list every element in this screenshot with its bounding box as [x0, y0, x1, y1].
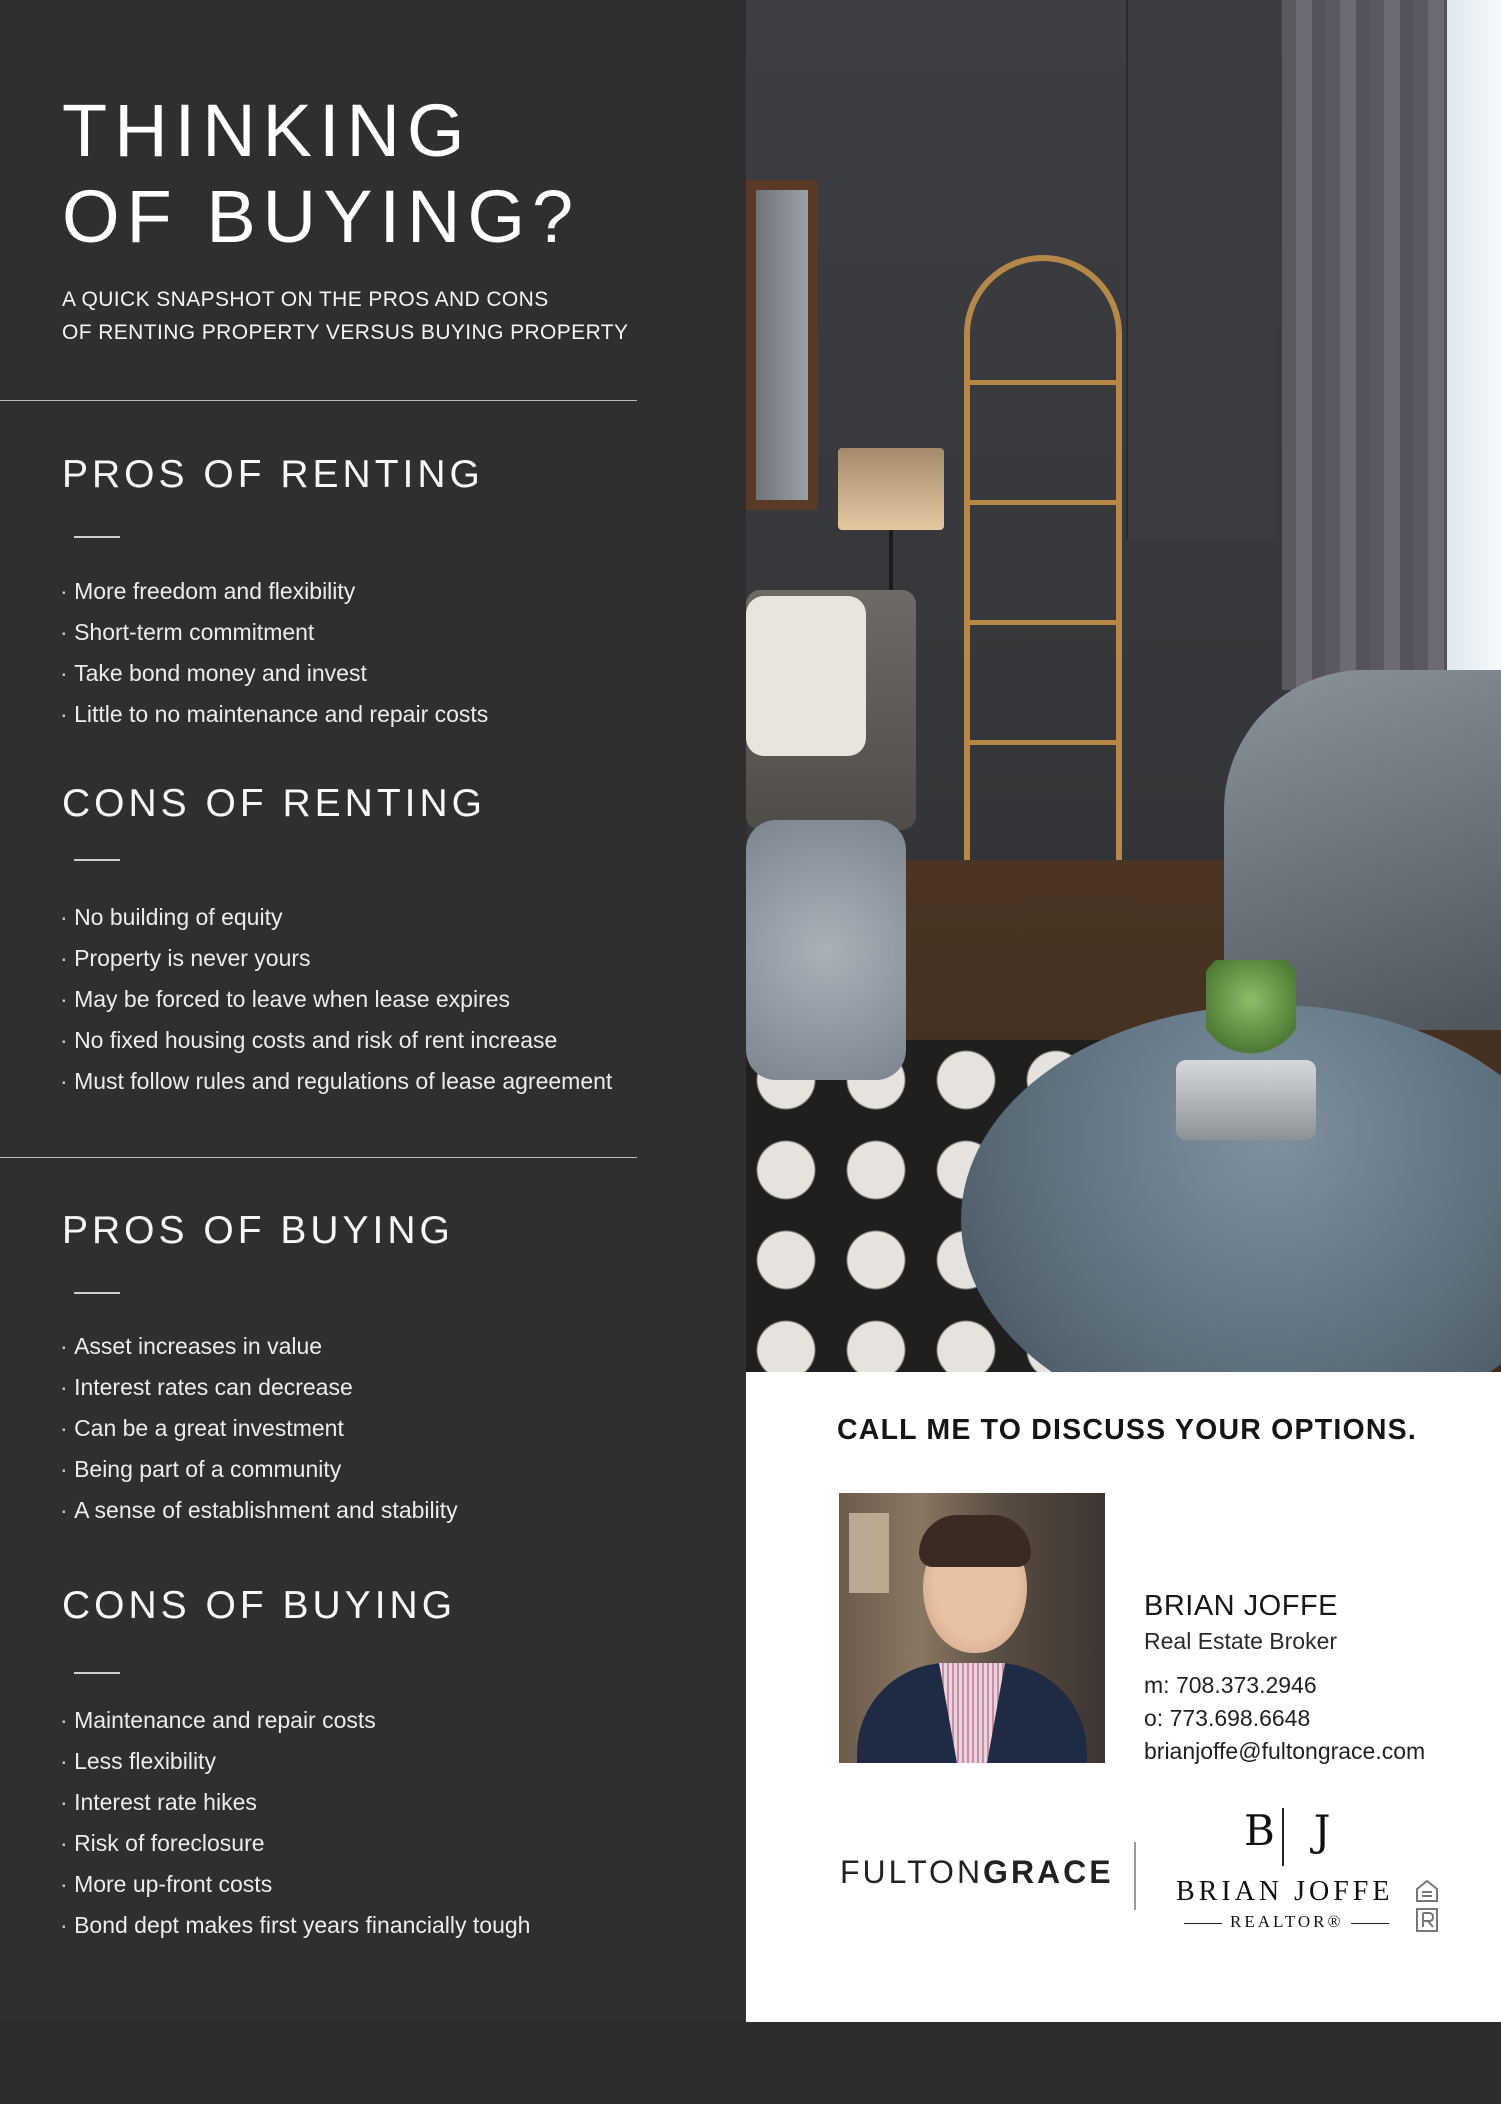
list-item: · Bond dept makes first years financially tough: [60, 1905, 530, 1946]
cons-buying-list: [60, 1700, 530, 1946]
pros-buying-dash: [74, 1292, 120, 1294]
list-item: · Little to no maintenance and repair costs: [60, 694, 488, 735]
bj-monogram: [1244, 1806, 1334, 1855]
fulton-grace-logo: [840, 1854, 1114, 1891]
agent-office[interactable]: o: 773.698.6648: [1144, 1705, 1311, 1731]
list-item: · Interest rate hikes: [60, 1782, 530, 1823]
list-item: · May be forced to leave when lease expires: [60, 979, 612, 1020]
cons-renting-dash: [74, 859, 120, 861]
cons-buying-dash: [74, 1672, 120, 1674]
pros-buying-title: PROS OF BUYING: [62, 1209, 454, 1252]
pros-buying-list: [60, 1326, 458, 1531]
plant: [1206, 960, 1296, 1060]
pros-renting-list: [60, 571, 488, 735]
page-subtitle: [62, 283, 702, 349]
list-item: · A sense of establishment and stability: [60, 1490, 458, 1531]
pillow: [746, 596, 866, 756]
divider-middle: [0, 1157, 637, 1158]
pros-renting-title: PROS OF RENTING: [62, 453, 484, 496]
list-item: · Short-term commitment: [60, 612, 488, 653]
window: [1447, 0, 1501, 700]
list-item: · Risk of foreclosure: [60, 1823, 530, 1864]
agent-name: BRIAN JOFFE: [1144, 1590, 1339, 1622]
call-to-action: CALL ME TO DISCUSS YOUR OPTIONS.: [837, 1414, 1417, 1446]
list-item: · No fixed housing costs and risk of rent increase: [60, 1020, 612, 1061]
cons-renting-title: CONS OF RENTING: [62, 782, 487, 825]
logo-divider: [1134, 1842, 1136, 1910]
agent-role: Real Estate Broker: [1144, 1628, 1338, 1654]
logo-fulton-text: FULTON: [840, 1854, 984, 1890]
tufted-pouf: [746, 820, 906, 1080]
title-line-1: THINKING: [62, 89, 472, 172]
silver-tray: [1176, 1060, 1316, 1140]
list-item: · Take bond money and invest: [60, 653, 488, 694]
divider-top: [0, 400, 637, 401]
list-item: · Must follow rules and regulations of lease agreement: [60, 1061, 612, 1102]
agent-headshot: [839, 1493, 1105, 1763]
curtain: [1282, 0, 1447, 690]
cons-renting-list: [60, 897, 612, 1102]
list-item: · Property is never yours: [60, 938, 612, 979]
list-item: · Interest rates can decrease: [60, 1367, 458, 1408]
brand-tag-text: REALTOR®: [1230, 1912, 1344, 1931]
list-item: · Less flexibility: [60, 1741, 530, 1782]
lamp: [838, 448, 944, 530]
list-item: · Asset increases in value: [60, 1326, 458, 1367]
list-item: · Can be a great investment: [60, 1408, 458, 1449]
contact-panel: [746, 1372, 1501, 2022]
brand-name: BRIAN JOFFE: [1176, 1876, 1394, 1907]
brand-tagline: [1176, 1912, 1397, 1932]
equal-housing-icon: [1414, 1877, 1440, 1935]
list-item: · No building of equity: [60, 897, 612, 938]
cons-buying-title: CONS OF BUYING: [62, 1584, 457, 1627]
title-line-2: OF BUYING?: [62, 175, 581, 258]
list-item: · More up-front costs: [60, 1864, 530, 1905]
list-item: · More freedom and flexibility: [60, 571, 488, 612]
subtitle-line-2: OF RENTING PROPERTY VERSUS BUYING PROPERTY: [62, 321, 629, 344]
pros-renting-dash: [74, 536, 120, 538]
etagere-shelf: [964, 255, 1122, 895]
monogram-j: J: [1313, 1806, 1335, 1855]
list-item: · Being part of a community: [60, 1449, 458, 1490]
footer-bar: [0, 2022, 1501, 2104]
left-panel: [0, 0, 746, 2022]
list-item: · Maintenance and repair costs: [60, 1700, 530, 1741]
logo-grace-text: GRACE: [983, 1854, 1114, 1890]
living-room-photo: [746, 0, 1501, 1372]
monogram-bar: [1282, 1808, 1284, 1866]
agent-mobile[interactable]: m: 708.373.2946: [1144, 1672, 1317, 1698]
subtitle-line-1: A QUICK SNAPSHOT ON THE PROS AND CONS: [62, 288, 549, 311]
page-title: [62, 88, 580, 260]
agent-email[interactable]: brianjoffe@fultongrace.com: [1144, 1738, 1426, 1764]
monogram-b: B: [1244, 1806, 1279, 1855]
mirror: [746, 180, 818, 510]
